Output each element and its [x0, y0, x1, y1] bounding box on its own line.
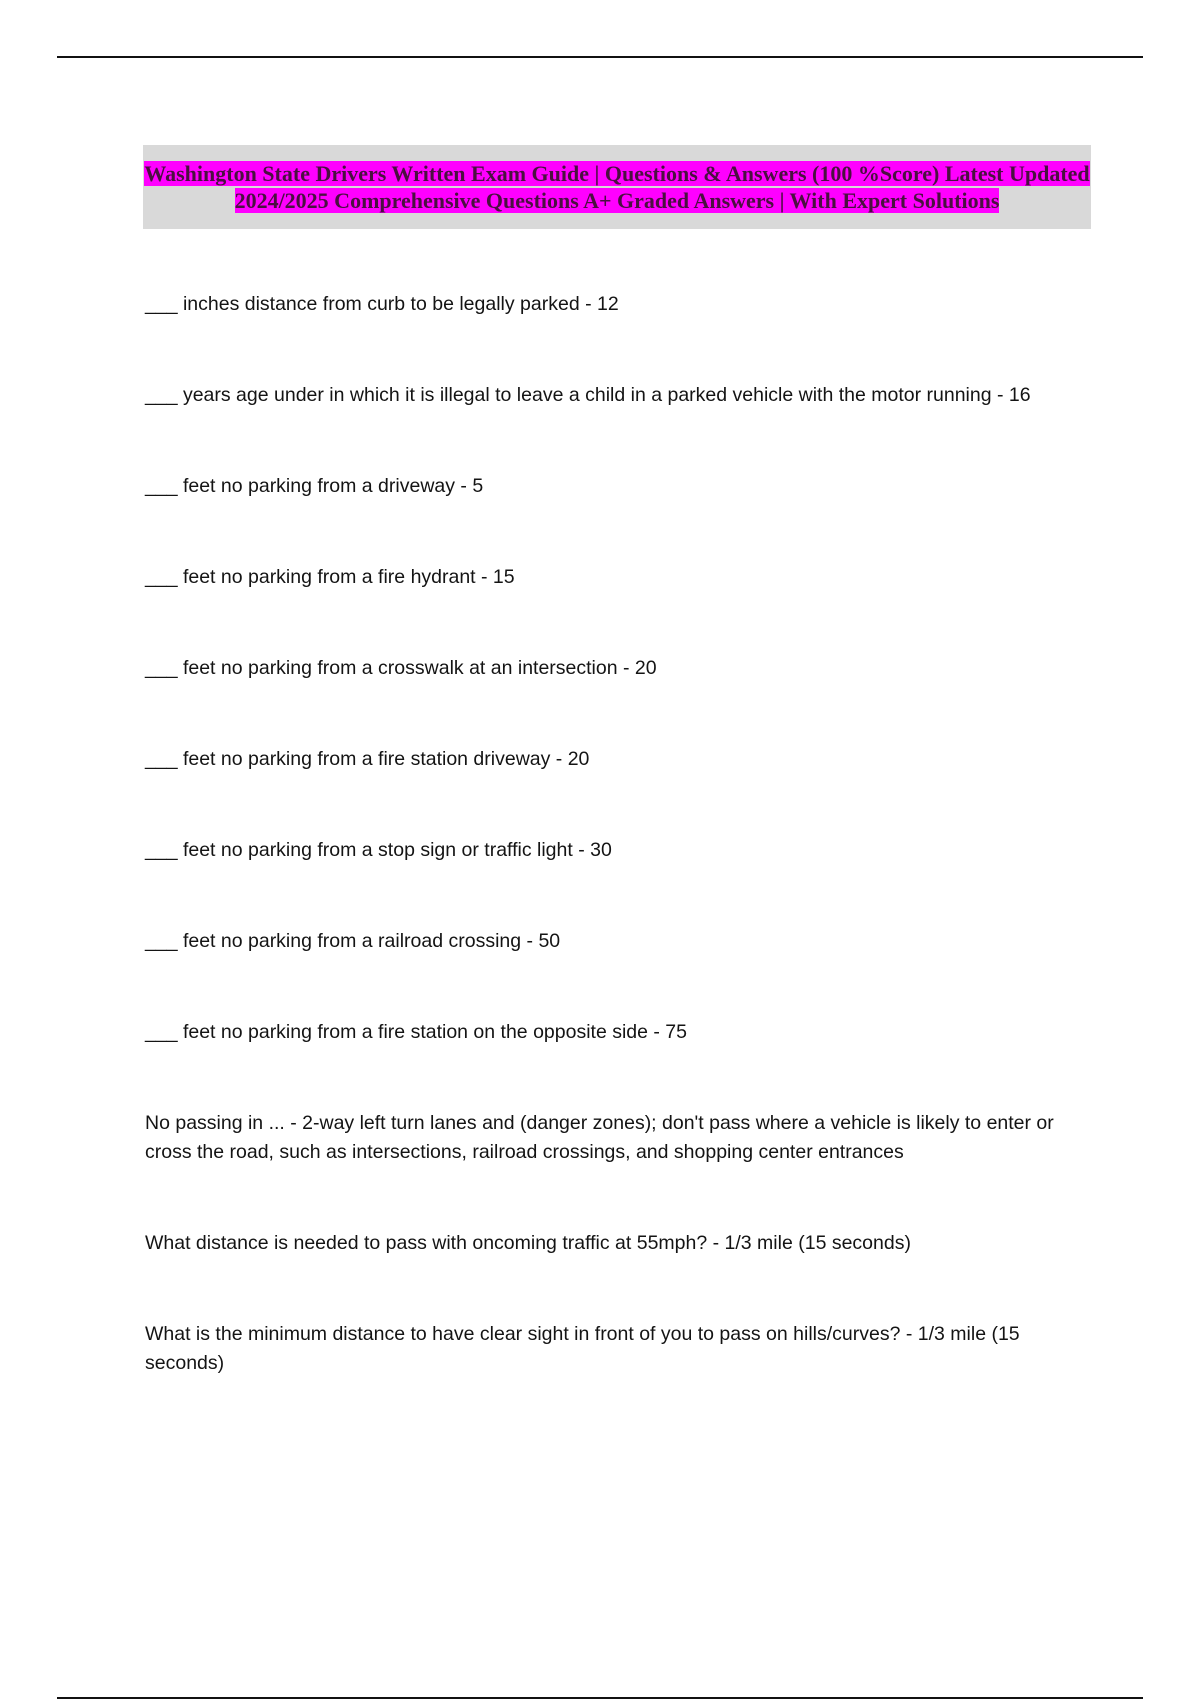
- qa-item-9: ___ feet no parking from a fire station on the opposite side - 75: [145, 1021, 688, 1043]
- qa-item-1: ___ inches distance from curb to be legally parked - 12: [145, 293, 619, 315]
- header-rule: [57, 56, 1143, 58]
- qa-item-2: ___ years age under in which it is illegal to leave a child in a parked vehicle with the motor running - 16: [145, 384, 1031, 406]
- document-title-box: [143, 145, 1091, 229]
- qa-item-11: What distance is needed to pass with oncoming traffic at 55mph? - 1/3 mile (15 seconds): [145, 1232, 911, 1254]
- document-title: [143, 160, 1091, 214]
- footer-rule: [57, 1697, 1143, 1699]
- qa-item-5: ___ feet no parking from a crosswalk at an intersection - 20: [145, 657, 657, 679]
- qa-item-8: ___ feet no parking from a railroad crossing - 50: [145, 930, 561, 952]
- qa-item-3: ___ feet no parking from a driveway - 5: [145, 475, 484, 497]
- qa-item-4: ___ feet no parking from a fire hydrant - 15: [145, 566, 515, 588]
- document-title-highlight: Washington State Drivers Written Exam Guide | Questions & Answers (100 %Score) Latest Updated 2024/2025 Comprehensive Questions A+ Graded Answers | With Expert Solutions: [144, 161, 1090, 213]
- qa-item-6: ___ feet no parking from a fire station driveway - 20: [145, 748, 590, 770]
- qa-item-7: ___ feet no parking from a stop sign or traffic light - 30: [145, 839, 612, 861]
- qa-item-12: What is the minimum distance to have clear sight in front of you to pass on hills/curves? - 1/3 mile (15 seconds): [145, 1323, 1020, 1374]
- qa-item-10: No passing in ... - 2-way left turn lanes and (danger zones); don't pass where a vehicle is likely to enter or cross the road, such as intersections, railroad crossings, and shopping center entrances: [145, 1112, 1054, 1163]
